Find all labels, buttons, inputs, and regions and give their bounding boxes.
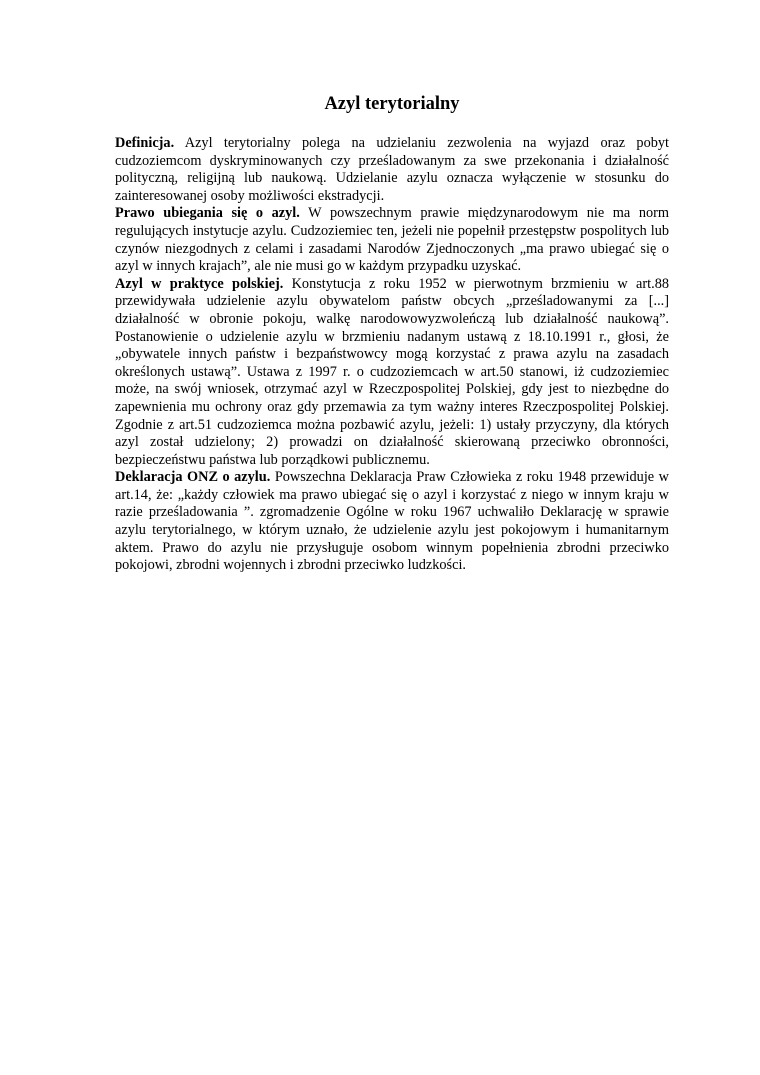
document-body <box>115 135 669 575</box>
paragraph-azyl-w-praktyce <box>115 276 669 470</box>
paragraph-deklaracja-onz <box>115 469 669 575</box>
paragraph-text: Powszechna Deklaracja Praw Człowieka z roku 1948 przewiduje w art.14, że: „każdy człowiek ma prawo ubiegać się o azyl i korzystać z niego w innym kraju w razie prześladowania ”. zgromadzenie Ogólne w roku 1967 uchwaliło Deklarację w sprawie azylu terytorialnego, w którym uznało, że udzielenie azylu jest pokojowym i humanitarnym aktem. Prawo do azylu nie przysługuje osobom winnym popełnienia zbrodni przeciwko pokojowi, zbrodni wojennych i zbrodni przeciwko ludzkości. <box>115 469 669 574</box>
paragraph-text: Konstytucja z roku 1952 w pierwotnym brzmieniu w art.88 przewidywała udzielenie azylu obywatelom państw obcych „prześladowanymi za [...] działalność w obronie pokoju, walkę narodowowyzwoleńczą lub działalność naukową”. Postanowienie o udzielenie azylu w brzmieniu nadanym ustawą z 18.10.1991 r., głosi, że „obywatele innych państw i bezpaństwowcy mogą korzystać z prawa azylu na zasadach określonych ustawą”. Ustawa z 1997 r. o cudzoziemcach w art.50 stanowi, iż cudzoziemiec może, na swój wniosek, otrzymać azyl w Rzeczpospolitej Polskiej, gdy jest to niezbędne do zapewnienia mu ochrony oraz gdy przemawia za tym ważny interes Rzeczpospolitej Polskiej. Zgodnie z art.51 cudzoziemca można pozbawić azylu, jeżeli: 1) ustały przyczyny, dla których azyl został udzielony; 2) prowadzi on działalność skierowaną przeciwko obronności, bezpieczeństwu państwa lub porządkowi publicznemu. <box>115 275 669 468</box>
paragraph-text: W powszechnym prawie międzynarodowym nie ma norm regulujących instytucje azylu. Cudzoziemiec ten, jeżeli nie popełnił przestępstw pospolitych lub czynów niezgodnych z celami i zasadami Narodów Zjednoczonych „ma prawo ubiegać się o azyl w innych krajach”, ale nie musi go w każdym przypadku uzyskać. <box>115 205 669 275</box>
document-title: Azyl terytorialny <box>324 94 460 114</box>
paragraph-prawo-ubiegania <box>115 205 669 275</box>
paragraph-text: Azyl terytorialny polega na udzielaniu zezwolenia na wyjazd oraz pobyt cudzoziemcom dyskryminowanych czy prześladowanym za swe przekonania i działalność polityczną, religijną lub naukową. Udzielanie azylu oznacza wyłączenie w stosunku do zainteresowanej osoby możliwości ekstradycji. <box>115 135 669 204</box>
paragraph-heading: Prawo ubiegania się o azyl. <box>115 205 300 222</box>
paragraph-heading: Azyl w praktyce polskiej. <box>115 275 284 292</box>
document-page <box>115 0 669 575</box>
paragraph-definicja <box>115 135 669 205</box>
paragraph-heading: Deklaracja ONZ o azylu. <box>115 469 271 486</box>
paragraph-heading: Definicja. <box>115 135 175 151</box>
